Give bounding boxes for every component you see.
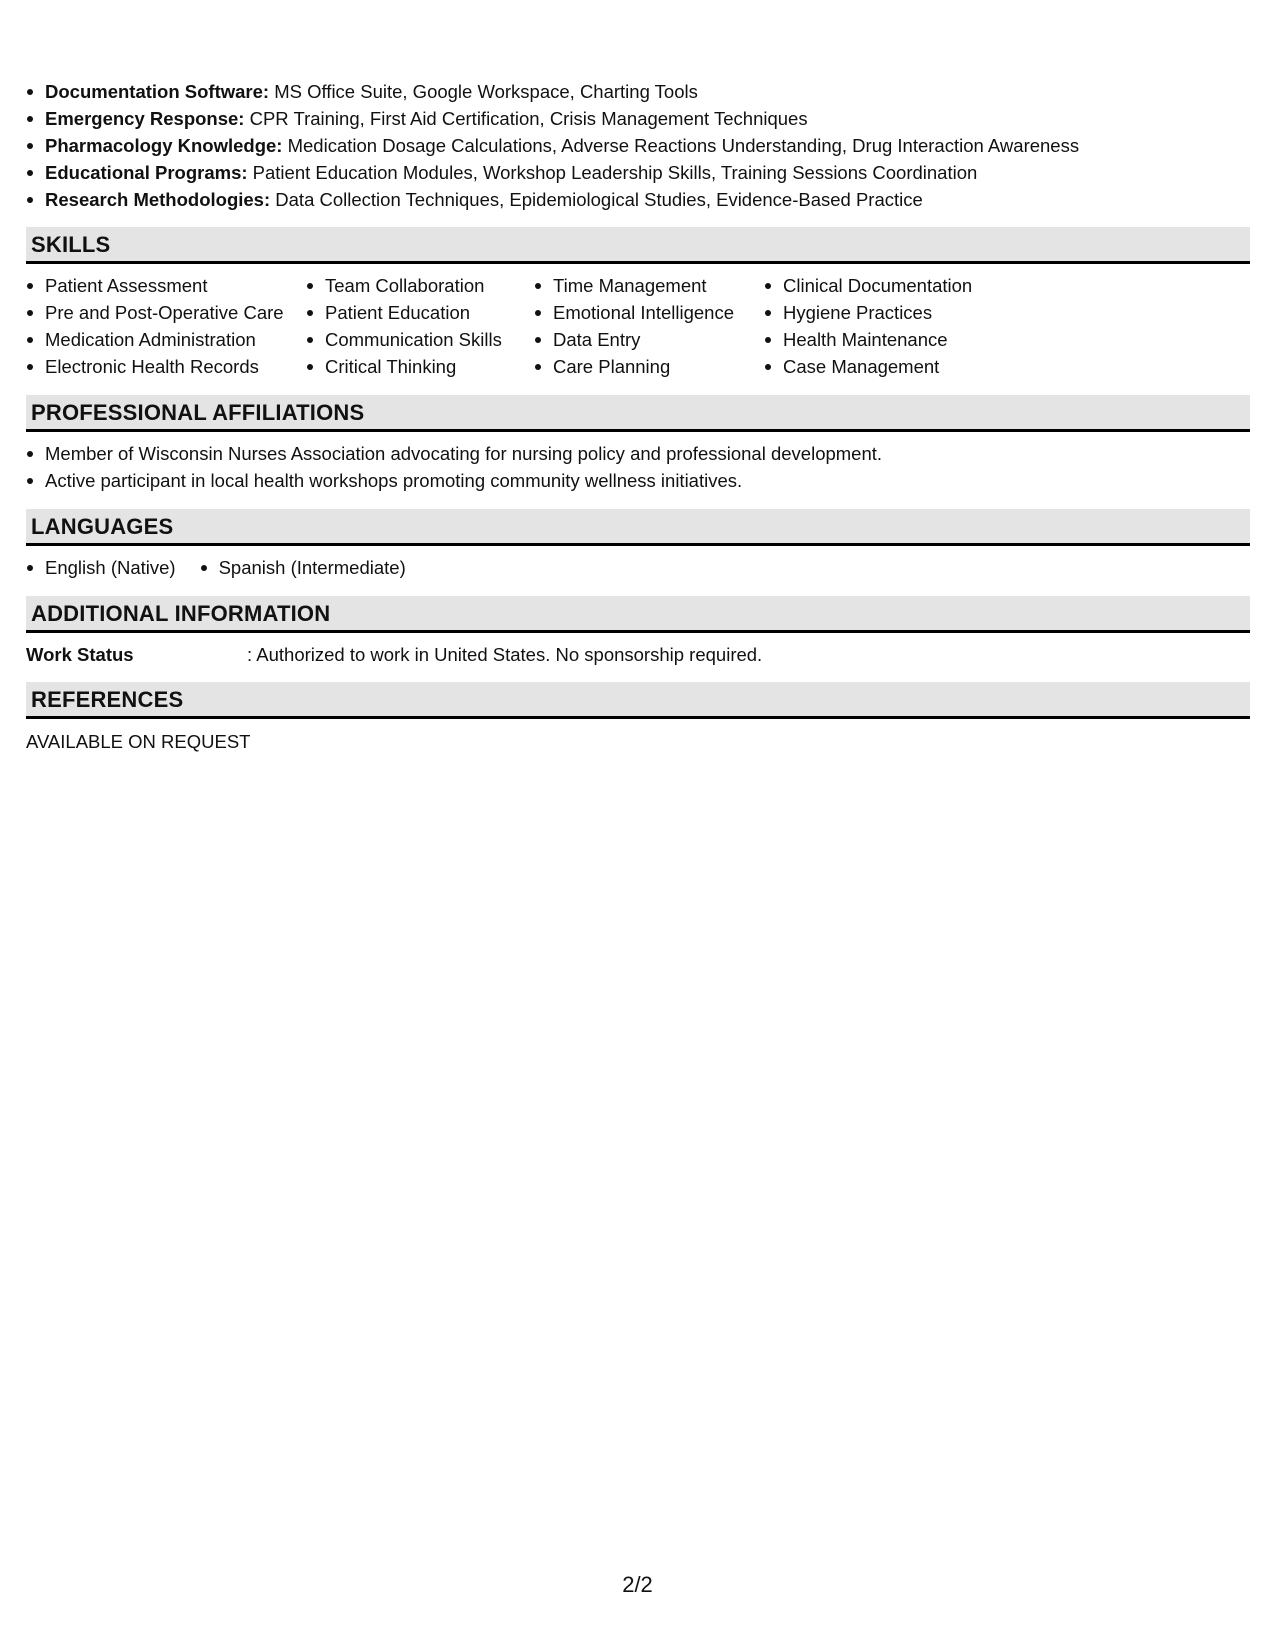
technical-skill-label: Educational Programs: [45, 162, 248, 183]
technical-skill-label: Pharmacology Knowledge: [45, 135, 283, 156]
skills-column [306, 272, 534, 380]
skill-item: Data Entry [534, 326, 764, 353]
skill-item: Medication Administration [26, 326, 306, 353]
skill-item: Patient Education [306, 299, 534, 326]
skills-column [26, 272, 306, 380]
resume-page [26, 78, 1250, 755]
affiliation-item: Member of Wisconsin Nurses Association advocating for nursing policy and professional development. [26, 440, 1250, 467]
skills-heading: SKILLS [26, 227, 1250, 264]
technical-skill-item [26, 186, 1250, 213]
technical-skill-item [26, 159, 1250, 186]
skill-item: Care Planning [534, 353, 764, 380]
technical-skill-value: Patient Education Modules, Workshop Leadership Skills, Training Sessions Coordination [252, 162, 978, 183]
technical-skill-label: Documentation Software: [45, 81, 270, 102]
skill-item: Electronic Health Records [26, 353, 306, 380]
skill-item: Time Management [534, 272, 764, 299]
languages-list [26, 554, 1250, 581]
technical-skill-value: CPR Training, First Aid Certification, Crisis Management Techniques [249, 108, 808, 129]
affiliation-item: Active participant in local health workshops promoting community wellness initiatives. [26, 467, 1250, 494]
technical-skill-label: Emergency Response: [45, 108, 245, 129]
skill-item: Team Collaboration [306, 272, 534, 299]
technical-skill-item [26, 132, 1250, 159]
work-status-row [26, 641, 1250, 668]
technical-skill-item [26, 78, 1250, 105]
skill-item: Communication Skills [306, 326, 534, 353]
affiliations-heading: PROFESSIONAL AFFILIATIONS [26, 395, 1250, 432]
language-item: Spanish (Intermediate) [200, 554, 406, 581]
skill-item: Health Maintenance [764, 326, 1064, 353]
skill-item: Clinical Documentation [764, 272, 1064, 299]
technical-skill-item [26, 105, 1250, 132]
skill-item: Emotional Intelligence [534, 299, 764, 326]
skill-item: Case Management [764, 353, 1064, 380]
technical-skill-value: Medication Dosage Calculations, Adverse Reactions Understanding, Drug Interaction Awareness [287, 135, 1080, 156]
language-item: English (Native) [26, 554, 176, 581]
skills-column [534, 272, 764, 380]
references-heading: REFERENCES [26, 682, 1250, 719]
technical-skill-label: Research Methodologies: [45, 189, 271, 210]
skill-item: Pre and Post-Operative Care [26, 299, 306, 326]
page-number: 2/2 [622, 1572, 653, 1597]
skill-item: Patient Assessment [26, 272, 306, 299]
skill-item: Hygiene Practices [764, 299, 1064, 326]
languages-heading: LANGUAGES [26, 509, 1250, 546]
work-status-label: Work Status [26, 644, 134, 665]
technical-skills-list [26, 78, 1250, 213]
technical-skill-value: MS Office Suite, Google Workspace, Charting Tools [274, 81, 698, 102]
skill-item: Critical Thinking [306, 353, 534, 380]
references-text: AVAILABLE ON REQUEST [26, 731, 251, 752]
technical-skill-value: Data Collection Techniques, Epidemiological Studies, Evidence-Based Practice [275, 189, 923, 210]
skills-grid [26, 272, 1250, 380]
additional-info-heading: ADDITIONAL INFORMATION [26, 596, 1250, 633]
work-status-value: : Authorized to work in United States. No sponsorship required. [247, 644, 763, 665]
affiliations-list [26, 440, 1250, 494]
skills-column [764, 272, 1064, 380]
